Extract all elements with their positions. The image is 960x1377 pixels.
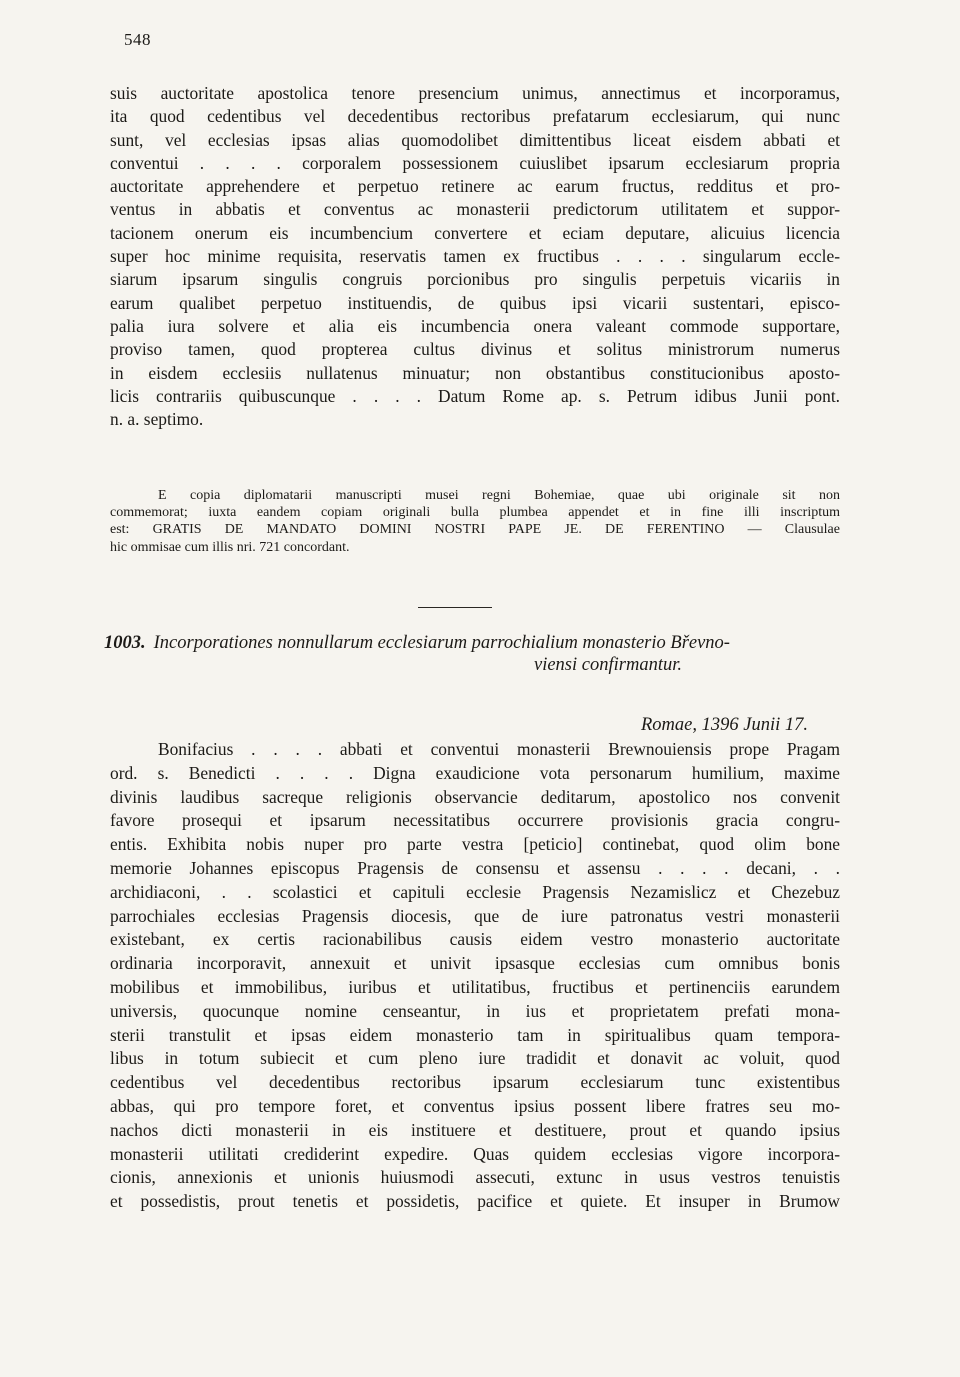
text-line: sunt, vel ecclesias ipsas alias quomodolibet dimittentibus liceat eisdem abbati et (110, 129, 840, 150)
note-line: commemorat; iuxta eandem copiam originali bulla plumbea appendet et in fine illi inscriptum (110, 505, 840, 521)
previous-document-text (110, 82, 840, 431)
text-line: licis contrariis quibuscunque . . . . Datum Rome ap. s. Petrum idibus Junii pont. (110, 385, 840, 406)
text-line: ventus in abbatis et conventus ac monasterii predictorum utilitatem et suppor- (110, 199, 840, 220)
text-line: nachos dicti monasterii in eis instituere et destituere, prout et quando ipsius (110, 1119, 840, 1140)
section-divider (418, 607, 492, 608)
text-line: tacionem onerum eis incumbencium convertere et eciam deputare, alicuius licencia (110, 222, 840, 243)
entry-heading (104, 632, 842, 676)
text-line: palia iura solvere et alia eis incumbencia onera valeant commode supportare, (110, 315, 840, 336)
entry-text (110, 738, 840, 1214)
text-line: favore prosequi et ipsarum necessitatibus occurrere provisionis gracia congru- (110, 810, 840, 831)
text-line: ordinaria incorporavit, annexuit et univit ipsasque ecclesias cum omnibus bonis (110, 953, 840, 974)
text-line: cedentibus vel decedentibus rectoribus ipsarum ecclesiarum tunc existentibus (110, 1072, 840, 1093)
entry-title-line2: viensi confirmantur. (534, 655, 682, 675)
text-line: archidiaconi, . . scolastici et capituli ecclesie Pragensis Nezamislicz et Chezebuz (110, 881, 840, 902)
text-line: universis, quocunque nomine censeantur, in ius et proprietatem prefati mona- (110, 1000, 840, 1021)
text-line: Bonifacius . . . . abbati et conventui monasterii Brewnouiensis prope Pragam (158, 739, 840, 759)
text-line: abbas, qui pro tempore foret, et conventus ipsius possent libere fratres seu mo- (110, 1095, 840, 1116)
text-line: mobilibus et immobilibus, iuribus et utilitatibus, fructibus et pertinenciis earundem (110, 976, 840, 997)
text-line: cionis, annexionis et unionis huiusmodi assecuti, extunc in usus vestros tenuistis (110, 1167, 840, 1188)
text-line: n. a. septimo. (110, 409, 204, 430)
text-line: auctoritate apprehendere et perpetuo retinere ac earum fructus, redditus et pro- (110, 176, 840, 197)
entry-title-line1: Incorporationes nonnullarum ecclesiarum parrochialium monasterio Břevno- (153, 633, 730, 653)
text-line: existebant, ex certis racionabilibus causis eidem vestro monasterio auctoritate (110, 929, 840, 950)
text-line: conventui . . . . corporalem possessionem cuiuslibet ipsarum ecclesiarum propria (110, 152, 840, 173)
note-line: E copia diplomatarii manuscripti musei regni Bohemiae, quae ubi originale sit non (158, 488, 840, 503)
text-line: suis auctoritate apostolica tenore presencium unimus, annectimus et incorporamus, (110, 83, 840, 103)
source-note (110, 487, 840, 556)
text-line: libus in totum subiecit et cum pleno iure tradidit et donavit ac voluit, quod (110, 1048, 840, 1069)
text-line: ita quod cedentibus vel decedentibus rectoribus prefatarum ecclesiarum, qui nunc (110, 106, 840, 127)
text-line: ord. s. Benedicti . . . . Digna exaudicione vota personarum humilium, maxime (110, 762, 840, 783)
note-line: hic ommisae cum illis nri. 721 concordant. (110, 539, 350, 555)
text-line: memorie Johannes episcopus Pragensis de consensu et assensu . . . . decani, . . (110, 857, 840, 878)
text-line: earum qualibet perpetuo instituendis, de quibus ipsi vicarii sustentari, episco- (110, 292, 840, 313)
text-line: siarum ipsarum singulis congruis porcionibus pro singulis perpetuis vicariis in (110, 269, 840, 290)
text-line: parrochiales ecclesias Pragensis diocesis, que de iure patronatus vestri monasterii (110, 905, 840, 926)
entry-dateline: Romae, 1396 Junii 17. (641, 715, 808, 735)
text-line: monasterii utilitati crediderint expedire. Quas quidem ecclesias vigore incorpora- (110, 1143, 840, 1164)
text-line: sterii transtulit et ipsas eidem monasterio tam in spiritualibus quam tempora- (110, 1024, 840, 1045)
text-line: in eisdem ecclesiis nullatenus minuatur; non obstantibus constitucionibus aposto- (110, 362, 840, 383)
entry-number: 1003. (104, 633, 146, 653)
text-line: et possedistis, prout tenetis et possidetis, pacifice et quiete. Et insuper in Brumow (110, 1191, 840, 1212)
text-line: divinis laudibus sacreque religionis observancie deditarum, apostolico nos convenit (110, 786, 840, 807)
note-line: est: GRATIS DE MANDATO DOMINI NOSTRI PAPE JE. DE FERENTINO — Clausulae (110, 522, 840, 538)
text-line: super hoc minime requisita, reservatis tamen ex fructibus . . . . singularum eccle- (110, 246, 840, 267)
page-number: 548 (124, 30, 151, 49)
text-line: entis. Exhibita nobis nuper pro parte vestra [peticio] continebat, quod olim bone (110, 834, 840, 855)
text-line: proviso tamen, quod propterea cultus divinus et solitus ministrorum numerus (110, 339, 840, 360)
